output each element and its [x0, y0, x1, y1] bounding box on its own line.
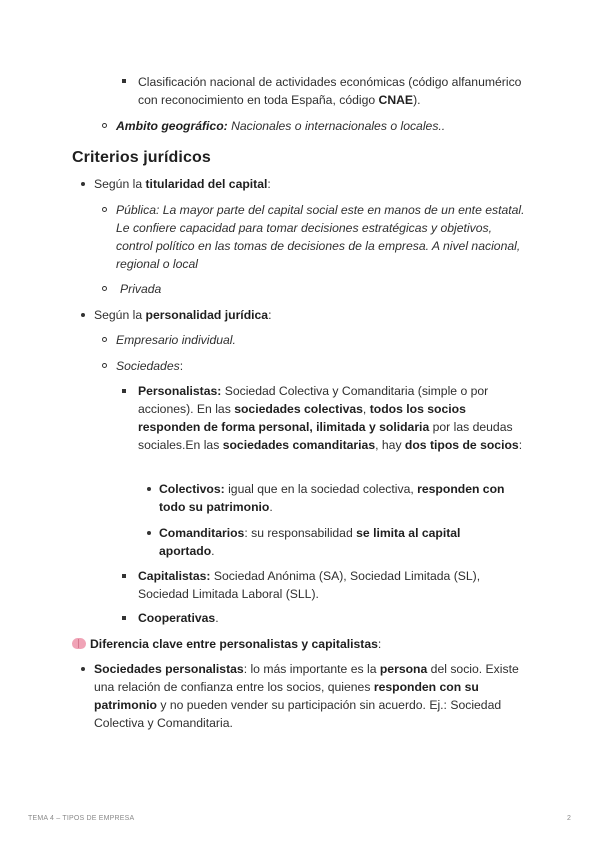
list-item-empresario: Empresario individual. [116, 333, 236, 347]
list-item-sociedades-personalistas: Sociedades personalistas: lo más importante es la persona del socio. Existe una relación de confianza entre los socios, quienes responden con su patrimonio y no pueden vender su participación sin acuerdo. Ej.: Sociedad Colectiva y Comanditaria. [94, 662, 519, 730]
bullet-disc [81, 182, 85, 186]
list-item-privada: Privada [120, 282, 162, 296]
brain-icon [72, 638, 86, 649]
bullet-disc [147, 531, 151, 535]
bullet-square [122, 616, 126, 620]
list-item-ambito: Ambito geográfico: Nacionales o internacionales o locales.. [116, 119, 446, 133]
bullet-disc [81, 667, 85, 671]
page-number: 2 [567, 815, 572, 822]
bullet-circle [102, 363, 107, 368]
bullet-circle [102, 207, 107, 212]
list-item-personalistas: Personalistas: Sociedad Colectiva y Comanditaria (simple o por acciones). En las sociedades colectivas, todos los socios responden de forma personal, ilimitada y solidaria por las deudas sociales.En las sociedades comanditarias, hay dos tipos de socios: [138, 384, 523, 452]
bullet-square [122, 574, 126, 578]
footer-title: TEMA 4 – TIPOS DE EMPRESA [28, 815, 135, 822]
list-item-colectivos: Colectivos: igual que en la sociedad colectiva, responden con todo su patrimonio. [159, 482, 505, 514]
list-item-capitalistas: Capitalistas: Sociedad Anónima (SA), Sociedad Limitada (SL), Sociedad Limitada Laboral (SLL). [138, 569, 481, 601]
list-item-comanditarios: Comanditarios: su responsabilidad se limita al capital aportado. [159, 526, 461, 558]
list-item-publica: Pública: La mayor parte del capital social este en manos de un ente estatal. Le confiere capacidad para tomar decisiones estratégicas y objetivos, control político en las tomas de decisiones de la empresa. A nivel nacional, regional o local [116, 203, 525, 271]
list-item-sociedades: Sociedades: [116, 359, 184, 373]
bullet-square [122, 389, 126, 393]
bullet-circle [102, 286, 107, 291]
bullet-circle [102, 123, 107, 128]
list-item-cooperativas: Cooperativas. [138, 611, 219, 625]
list-item-clasificacion: Clasificación nacional de actividades económicas (código alfanumérico con reconocimiento en toda España, código CNAE). [138, 75, 522, 107]
diferencia-heading: Diferencia clave entre personalistas y capitalistas: [72, 635, 381, 653]
bullet-disc [81, 313, 85, 317]
bullet-circle [102, 337, 107, 342]
bullet-square [122, 79, 126, 83]
bullet-disc [147, 487, 151, 491]
list-item-titularidad: Según la titularidad del capital: [94, 177, 271, 191]
section-heading: Criterios jurídicos [72, 149, 211, 166]
list-item-personalidad: Según la personalidad jurídica: [94, 308, 272, 322]
